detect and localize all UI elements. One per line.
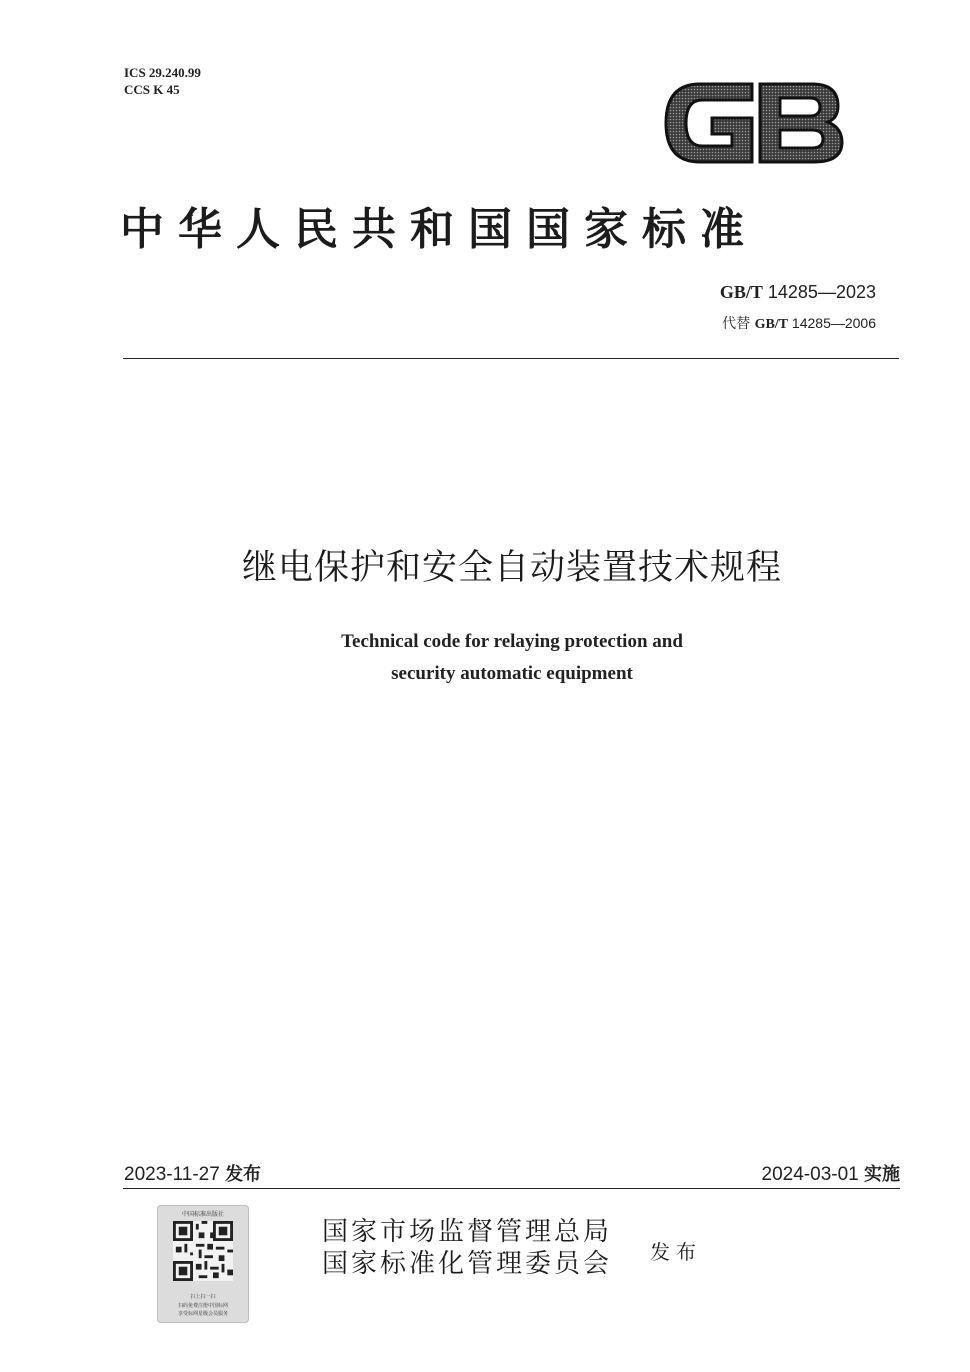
document-title-en <box>0 626 970 690</box>
national-standard-title: 中华人民共和国国家标准 <box>120 204 758 255</box>
qr-code-icon <box>173 1221 233 1281</box>
classification-codes <box>124 64 201 98</box>
qr-card-badge: 扫上扫一扫 <box>190 1294 216 1300</box>
replaces-label: 代替 <box>722 316 755 332</box>
qr-card-footer-line1: 扫码免费注册中国标网 <box>177 1303 228 1309</box>
standard-number <box>720 282 876 303</box>
publish-date <box>124 1160 261 1186</box>
qr-code-card[interactable] <box>157 1205 249 1323</box>
bottom-divider <box>123 1188 900 1189</box>
gb-logo <box>660 76 848 170</box>
implement-label: 实施 <box>864 1164 900 1185</box>
issuing-authorities <box>322 1216 612 1280</box>
ics-code: ICS 29.240.99 <box>124 65 201 80</box>
title-en-line1: Technical code for relaying protection and <box>341 631 683 652</box>
publish-date-value: 2023-11-27 <box>124 1164 226 1185</box>
standard-prefix: GB/T <box>719 282 763 302</box>
replaces-standard <box>722 313 876 333</box>
issuer-line1: 国家市场监督管理总局 <box>322 1217 613 1247</box>
standard-number-value: 14285—2023 <box>762 282 876 302</box>
replaces-number: 14285—2006 <box>788 315 876 331</box>
implement-date <box>762 1160 900 1186</box>
replaces-prefix: GB/T <box>754 317 789 332</box>
qr-card-footer-line2: 享受标网星级会员服务 <box>177 1311 228 1317</box>
implement-date-value: 2024-03-01 <box>761 1164 864 1185</box>
top-divider <box>123 358 899 359</box>
issuer-line2: 国家标准化管理委员会 <box>322 1249 613 1279</box>
ccs-code: CCS K 45 <box>124 82 180 97</box>
qr-card-header: 中国标准出版社 <box>181 1211 224 1218</box>
issued-by-label: 发布 <box>650 1240 702 1264</box>
document-title-cn: 继电保护和安全自动装置技术规程 <box>241 548 782 588</box>
title-en-line2: security automatic equipment <box>391 663 633 684</box>
publish-label: 发布 <box>225 1164 262 1185</box>
